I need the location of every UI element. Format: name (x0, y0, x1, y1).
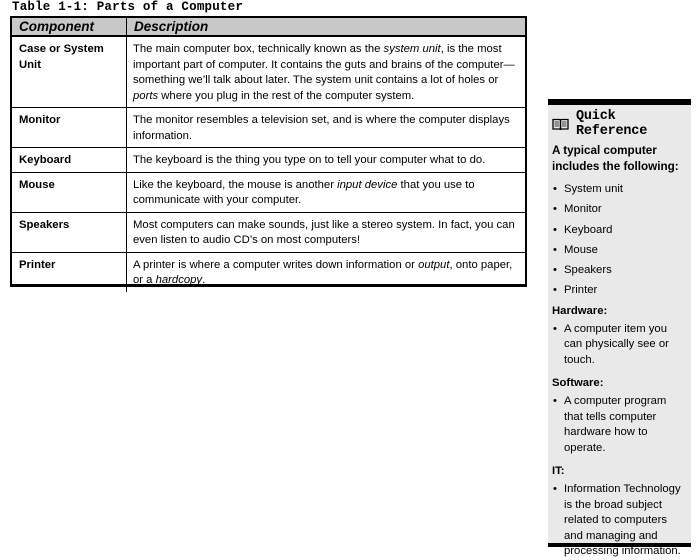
description-text: Like the keyboard, the mouse is another (133, 178, 338, 191)
definition-block (552, 462, 687, 560)
table-caption: Table 1-1: Parts of a Computer (12, 0, 244, 14)
definition-block (552, 302, 687, 369)
list-item: • Monitor (552, 199, 687, 219)
definition-list (552, 322, 687, 369)
component-description (127, 252, 526, 292)
component-description (127, 172, 526, 212)
table-row (12, 36, 525, 108)
definitions (552, 302, 687, 560)
description-text: The main computer box, technically known as the (133, 43, 384, 55)
description-text: A printer is where a computer writes down information or (133, 258, 419, 271)
table-row (12, 148, 525, 173)
list-item: • Speakers (552, 260, 687, 280)
description-text: that you use to communicate with your computer. (133, 178, 475, 206)
component-name: Monitor (12, 108, 127, 148)
list-item: • Mouse (552, 240, 687, 260)
parts-table-frame (10, 16, 527, 287)
description-text: , is the most important part of computer. It contains the guts and brains of the computer—something we’ll talk about later. The system unit contains a lot of holes or (133, 43, 515, 86)
component-description (127, 108, 526, 148)
component-description (127, 212, 526, 252)
definition-term: IT: (552, 465, 565, 478)
component-name: Keyboard (12, 148, 127, 173)
emphasized-term: ports (133, 89, 159, 102)
list-item: • System unit (552, 179, 687, 199)
definition-list (552, 394, 687, 456)
table-row (12, 172, 525, 212)
quick-reference-sidebar (548, 99, 691, 558)
definition-list (552, 482, 687, 560)
component-description (127, 148, 526, 173)
parts-of-computer-table (12, 18, 525, 292)
component-name: Case or System Unit (12, 36, 127, 108)
book-icon (552, 118, 569, 131)
description-text: The monitor resembles a television set, and is where the computer displays information. (133, 114, 510, 142)
quick-reference-title: Quick Reference (576, 108, 648, 139)
table-row (12, 108, 525, 148)
header-description: Description (127, 18, 526, 36)
description-text: where you plug in the rest of the computer system. (158, 89, 415, 102)
emphasized-term: input device (337, 178, 398, 191)
definition-term: Hardware: (552, 304, 608, 317)
quick-reference-header (552, 108, 687, 139)
table-row (12, 212, 525, 252)
definition-text: • A computer program that tells computer hardware how to operate. (552, 394, 687, 456)
description-text: . (202, 274, 206, 286)
table-header-row (12, 18, 525, 36)
component-description (127, 36, 526, 108)
definition-term: Software: (552, 377, 604, 390)
description-text: Most computers can make sounds, just like a stereo system. In fact, you can even listen to audio CD’s on most computers! (133, 218, 515, 246)
component-list (552, 179, 687, 301)
description-text: , onto paper, or a (133, 258, 513, 286)
component-name: Speakers (12, 212, 127, 252)
emphasized-term: hardcopy (155, 274, 203, 286)
table-body (12, 36, 525, 292)
emphasized-term: system unit (383, 43, 441, 55)
table-row (12, 252, 525, 292)
component-name: Printer (12, 252, 127, 292)
definition-text: • A computer item you can physically see or touch. (552, 322, 687, 369)
definition-text: • Information Technology is the broad subject related to computers and managing and processing information. (552, 482, 687, 560)
list-item: • Printer (552, 280, 687, 300)
definition-block (552, 374, 687, 456)
description-text: The keyboard is the thing you type on to tell your computer what to do. (133, 154, 486, 166)
header-component: Component (12, 18, 127, 36)
quick-reference-intro: A typical computer includes the following: (552, 144, 679, 173)
list-item: • Keyboard (552, 220, 687, 240)
component-name: Mouse (12, 172, 127, 212)
emphasized-term: output (418, 258, 450, 271)
